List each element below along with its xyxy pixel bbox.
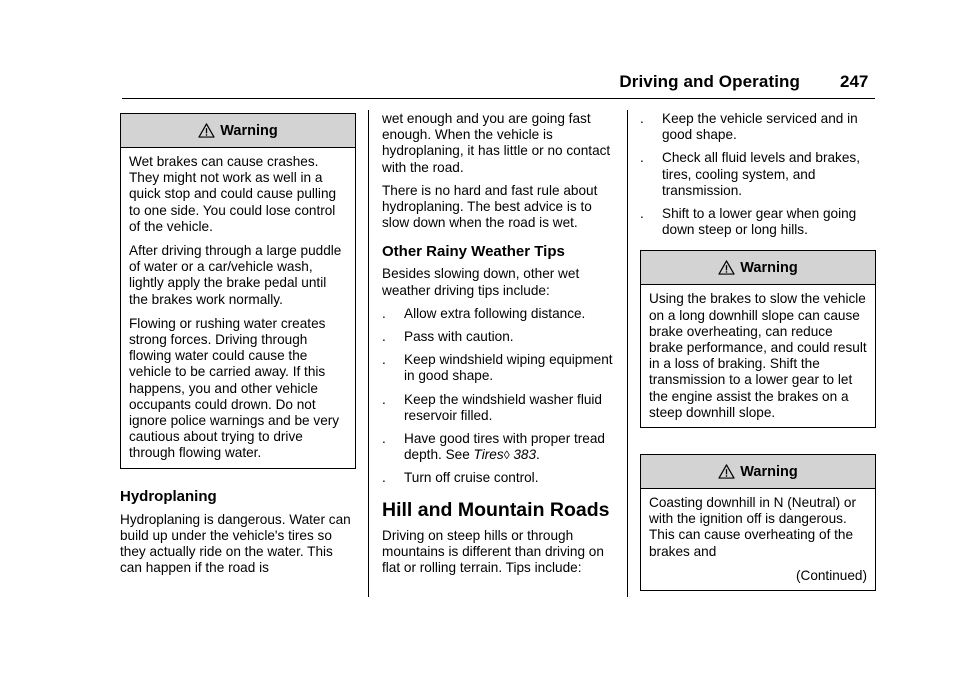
list-item: [382, 392, 614, 424]
warning-paragraph: Coasting downhill in N (Neutral) or with the ignition off is dangerous. This can cause overheating of the brakes and: [649, 495, 857, 559]
warning-paragraph: Wet brakes can cause crashes. They might not work as well in a quick stop and could cause pulling to one side. You could lose control of the vehicle.: [129, 154, 337, 234]
warning-header: [641, 455, 875, 489]
warning-body: [641, 285, 875, 427]
list-item: [382, 431, 614, 463]
list-item: [640, 111, 876, 143]
hydroplaning-text: Hydroplaning is dangerous. Water can build up under the vehicle's tires so they actually ride on the water. This can happen if the road is: [120, 511, 351, 576]
bullet-marker: .: [382, 470, 386, 486]
hydroplaning-heading: Hydroplaning: [120, 487, 217, 505]
bullet-marker: .: [382, 391, 386, 407]
bullet-marker: .: [382, 305, 386, 321]
list-item-text: [404, 431, 614, 463]
section-title: Driving and Operating: [619, 72, 800, 91]
column-2: [382, 111, 614, 576]
body-paragraph: There is no hard and fast rule about hydroplaning. The best advice is to slow down when the road is wet.: [382, 182, 598, 231]
list-item: [382, 352, 614, 384]
warning-header: [641, 251, 875, 285]
list-item-text: Check all fluid levels and brakes, tires, cooling system, and transmission.: [662, 150, 860, 198]
list-item-text: Keep the vehicle serviced and in good shape.: [662, 111, 858, 143]
rainy-tips-heading: Other Rainy Weather Tips: [382, 243, 565, 261]
continued-label: (Continued): [795, 567, 867, 583]
header-divider: [122, 98, 875, 99]
page-ref-icon: ◊: [503, 448, 510, 463]
hill-roads-heading: Hill and Mountain Roads: [382, 498, 610, 521]
rainy-tips-intro: Besides slowing down, other wet weather driving tips include:: [382, 266, 580, 298]
warning-icon: [718, 260, 735, 275]
list-item: [382, 329, 614, 345]
list-item: [382, 306, 614, 322]
warning-paragraph: After driving through a large puddle of water or a car/vehicle wash, lightly apply the brake pedal until the brakes work normally.: [129, 243, 342, 307]
warning-box-brake-overheating: [640, 250, 876, 428]
warning-body: [641, 489, 875, 590]
list-item-text: Shift to a lower gear when going down steep or long hills.: [662, 206, 857, 238]
list-item-text: Pass with caution.: [404, 329, 514, 345]
list-item: [382, 470, 614, 486]
bullet-marker: .: [382, 352, 386, 368]
list-item: [640, 150, 876, 199]
warning-icon: [198, 123, 215, 138]
list-item-text: Keep the windshield washer fluid reservoir filled.: [404, 391, 602, 423]
list-item-text: Keep windshield wiping equipment in good shape.: [404, 352, 613, 384]
column-divider-right: [627, 110, 628, 597]
list-item-text-suffix: .: [536, 447, 540, 463]
warning-paragraph: Flowing or rushing water creates strong forces. Driving through flowing water could cause the vehicle to be carried away. If this happens, you and other vehicle occupants could drown. Do not ignore police warnings and be very cautious about trying to drive through flowing water.: [129, 315, 340, 461]
bullet-marker: .: [640, 206, 644, 222]
tires-page-ref[interactable]: 383: [509, 447, 537, 463]
list-item: [640, 206, 876, 238]
list-item-text-prefix: Have good tires with proper tread depth. See: [404, 431, 605, 463]
bullet-marker: .: [382, 431, 386, 447]
column-divider-left: [368, 110, 369, 597]
warning-title: Warning: [740, 463, 798, 480]
column-3: [640, 111, 876, 591]
warning-icon: [718, 464, 735, 479]
bullet-marker: .: [640, 111, 644, 126]
warning-header: [121, 114, 355, 148]
bullet-marker: .: [640, 150, 644, 166]
page-number: 247: [840, 72, 869, 91]
body-paragraph: wet enough and you are going fast enough. When the vehicle is hydroplaning, it has little or no contact with the road.: [382, 111, 611, 175]
tires-link[interactable]: Tires: [473, 447, 504, 463]
column-1: [120, 113, 356, 576]
warning-box-wet-brakes: [120, 113, 356, 469]
warning-title: Warning: [740, 259, 798, 276]
warning-body: [121, 148, 355, 468]
hill-roads-text: Driving on steep hills or through mountains is different than driving on flat or rolling terrain. Tips include:: [382, 527, 604, 576]
list-item-text: Turn off cruise control.: [404, 470, 539, 486]
bullet-marker: .: [382, 329, 386, 345]
warning-paragraph: Using the brakes to slow the vehicle on a long downhill slope can cause brake overheating, can reduce brake performance, and could result in a loss of braking. Shift the transmission to a lower gear to let the engine assist the brakes on a steep downhill slope.: [649, 291, 867, 420]
warning-box-coasting: [640, 454, 876, 591]
warning-title: Warning: [220, 122, 278, 139]
list-item-text: Allow extra following distance.: [404, 305, 586, 321]
